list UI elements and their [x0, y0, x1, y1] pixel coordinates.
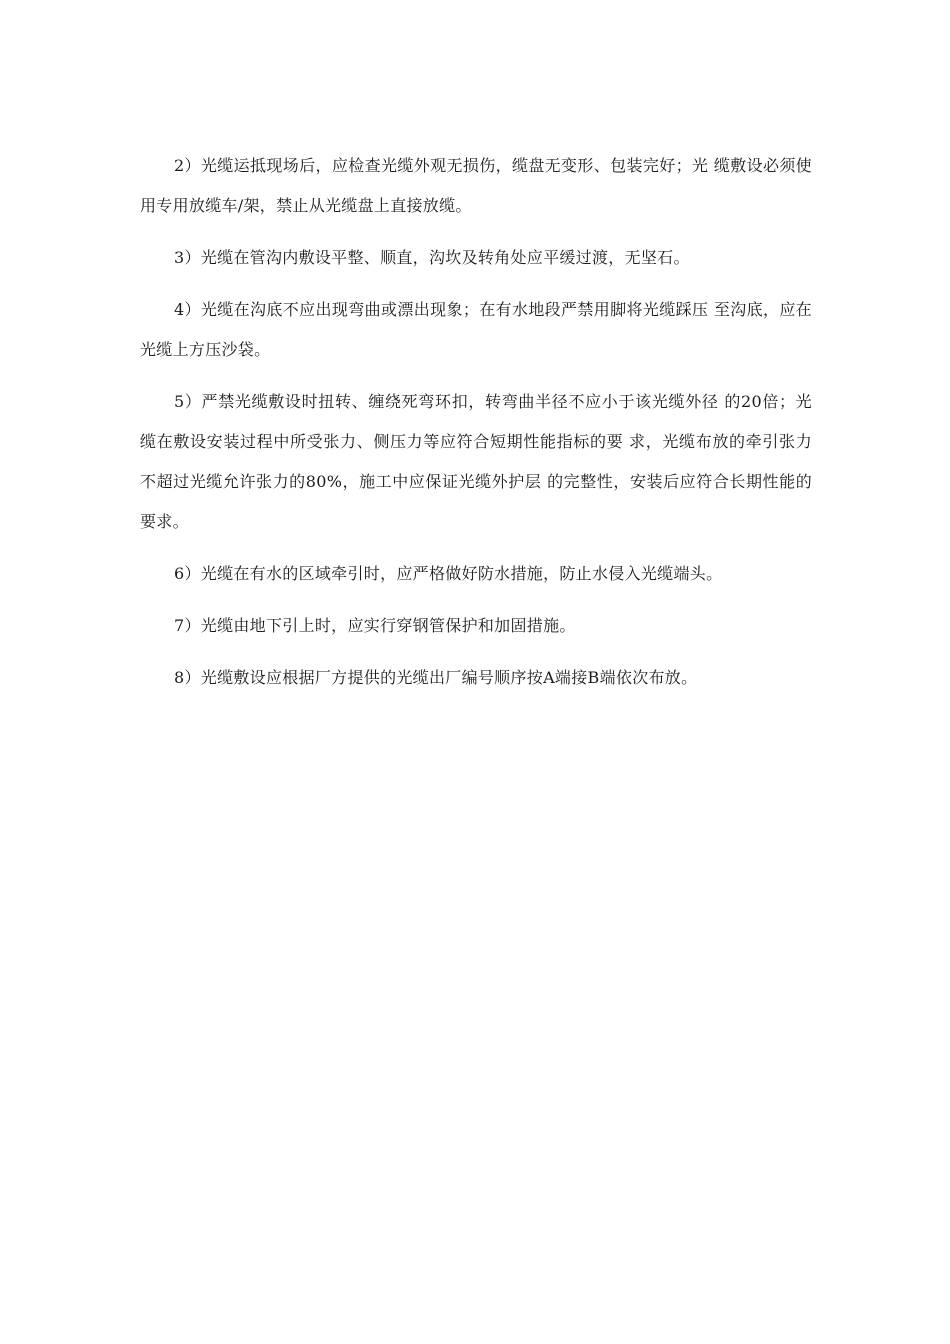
paragraph-item-7: 7）光缆由地下引上时，应实行穿钢管保护和加固措施。: [174, 616, 576, 635]
paragraph-item-6: 6）光缆在有水的区域牵引时，应严格做好防水措施，防止水侵入光缆端头。: [174, 564, 723, 583]
paragraph-item-2: 2）光缆运抵现场后，应检查光缆外观无损伤，缆盘无变形、包装完好；光 缆敷设必须使用专用放缆车/架，禁止从光缆盘上直接放缆。: [140, 156, 812, 215]
paragraph-item-3: 3）光缆在管沟内敷设平整、顺直，沟坎及转角处应平缓过渡，无坚石。: [174, 248, 690, 267]
paragraph-item-4: 4）光缆在沟底不应出现弯曲或漂出现象；在有水地段严禁用脚将光缆踩压 至沟底，应在光缆上方压沙袋。: [140, 300, 812, 359]
paragraph-item-8: 8）光缆敷设应根据厂方提供的光缆出厂编号顺序按A端接B端依次布放。: [174, 668, 698, 687]
paragraph-item-5: 5）严禁光缆敷设时扭转、缠绕死弯环扣，转弯曲半径不应小于该光缆外径 的20倍；光缆在敷设安装过程中所受张力、侧压力等应符合短期性能指标的要 求，光缆布放的牵引张力不超过光缆允许张力的80%，施工中应保证光缆外护层 的完整性，安装后应符合长期性能的要求。: [140, 392, 812, 531]
document-body: [140, 146, 812, 710]
